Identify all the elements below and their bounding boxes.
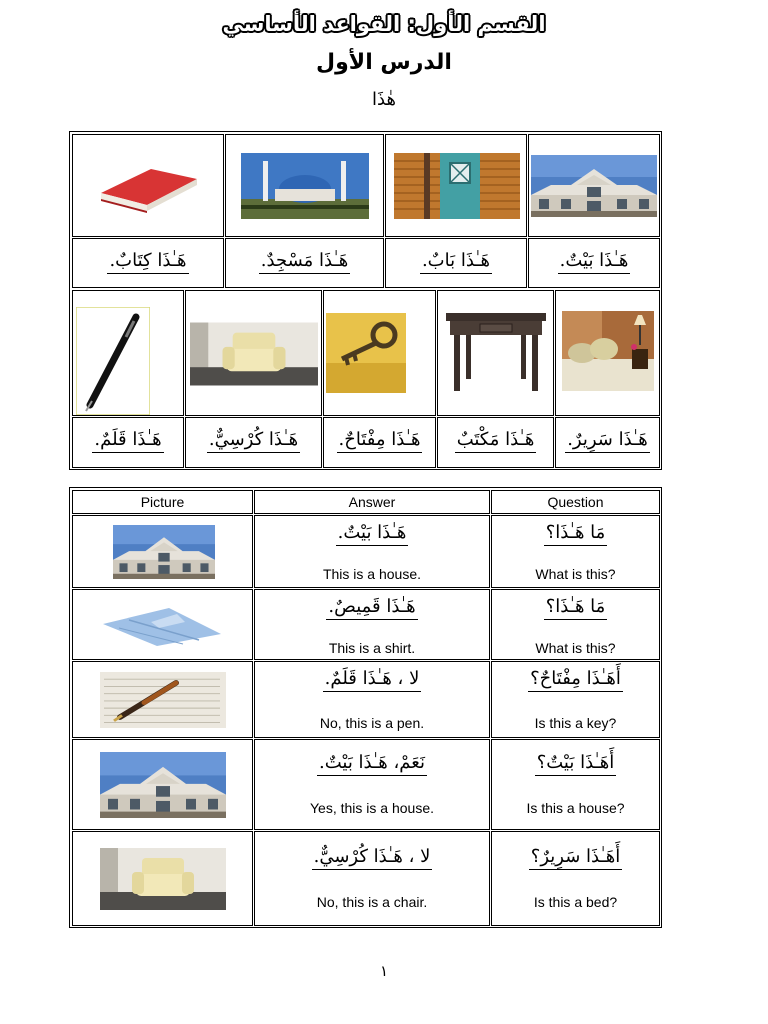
vocab-picture-cell <box>72 290 184 416</box>
vocab-label-cell <box>528 238 660 288</box>
answer-english: No, this is a chair. <box>316 894 428 910</box>
vocab-picture-cell <box>437 290 554 416</box>
key-picture <box>326 313 406 393</box>
shirt-picture <box>99 602 227 648</box>
vocab-label-cell <box>437 417 554 468</box>
answer-arabic: لا ، هَـٰذَا قَلَمٌ. <box>323 668 422 692</box>
answer-english: Yes, this is a house. <box>309 800 434 816</box>
question-arabic: أَهَـٰذَا مِفْتَاحٌ؟ <box>528 668 623 692</box>
vocab-label-cell <box>385 238 527 288</box>
qa-picture-cell <box>72 515 253 588</box>
topic-heading: هٰذَا <box>372 89 396 110</box>
mosque-picture <box>241 153 369 219</box>
qa-picture-cell <box>72 589 253 660</box>
house-picture <box>531 155 657 217</box>
qa-question-cell <box>491 515 660 588</box>
vocab-picture-cell <box>185 290 322 416</box>
column-header-question: Question <box>491 490 660 514</box>
question-answer-table <box>69 487 662 928</box>
vocab-label-cell <box>225 238 384 288</box>
vocab-label: هَـٰذَا مَسْجِدٌ. <box>259 250 350 274</box>
answer-arabic: هَـٰذَا بَيْتٌ. <box>336 522 409 546</box>
vocab-label-cell <box>323 417 436 468</box>
question-arabic: أَهَـٰذَا سَرِيرٌ؟ <box>529 846 622 870</box>
vocab-label: هَـٰذَا سَرِيرٌ. <box>565 429 650 453</box>
vocab-label: هَـٰذَا بَيْتٌ. <box>558 250 631 274</box>
vocab-picture-cell <box>72 134 224 237</box>
armchair-picture <box>100 848 226 910</box>
vocab-picture-cell <box>385 134 527 237</box>
answer-arabic: هَـٰذَا قَمِيصٌ. <box>326 596 417 620</box>
vocab-label-cell <box>72 417 184 468</box>
qa-question-cell <box>491 589 660 660</box>
page-number: ١ <box>379 962 389 980</box>
vocab-picture-cell <box>528 134 660 237</box>
vocabulary-table <box>69 131 662 470</box>
vocab-label: هَـٰذَا كُرْسِيٌّ. <box>207 429 300 453</box>
qa-answer-cell <box>254 831 490 926</box>
vocab-picture-cell <box>323 290 436 416</box>
question-english: Is this a house? <box>526 800 625 816</box>
qa-picture-cell <box>72 661 253 738</box>
book-picture <box>93 157 203 217</box>
qa-picture-cell <box>72 739 253 830</box>
qa-picture-cell <box>72 831 253 926</box>
qa-answer-cell <box>254 739 490 830</box>
vocab-label-cell <box>555 417 660 468</box>
vocab-label: هَـٰذَا بَابٌ. <box>420 250 492 274</box>
qa-answer-cell <box>254 515 490 588</box>
vocab-label: هَـٰذَا مَكْتَبٌ <box>455 429 537 453</box>
vocab-label: هَـٰذَا مِفْتَاحٌ. <box>337 429 423 453</box>
question-english: Is this a key? <box>534 715 617 731</box>
desk-picture <box>444 309 548 393</box>
qa-question-cell <box>491 831 660 926</box>
pen-picture <box>100 672 226 728</box>
question-arabic: مَا هَـٰذَا؟ <box>544 522 608 546</box>
answer-arabic: نَعَمْ، هَـٰذَا بَيْتٌ. <box>317 752 427 776</box>
answer-english: This is a shirt. <box>328 640 416 656</box>
vocab-label: هَـٰذَا كِتَابٌ. <box>107 250 188 274</box>
answer-english: This is a house. <box>322 566 422 582</box>
vocab-label: هَـٰذَا قَلَمٌ. <box>92 429 163 453</box>
column-header-picture: Picture <box>72 490 253 514</box>
qa-question-cell <box>491 739 660 830</box>
vocab-label-cell <box>72 238 224 288</box>
vocab-picture-cell <box>225 134 384 237</box>
vocab-label-cell <box>185 417 322 468</box>
question-english: What is this? <box>535 566 616 582</box>
question-english: Is this a bed? <box>533 894 618 910</box>
answer-english: No, this is a pen. <box>319 715 425 731</box>
door-picture <box>394 153 520 219</box>
lesson-title: الدرس الأول <box>316 50 452 75</box>
qa-answer-cell <box>254 661 490 738</box>
qa-answer-cell <box>254 589 490 660</box>
vocab-picture-cell <box>555 290 660 416</box>
pen-picture <box>76 307 150 415</box>
house-picture <box>100 752 226 818</box>
section-title: القسم الأول: القواعد الأساسي <box>222 12 546 36</box>
armchair-picture <box>190 315 318 393</box>
question-arabic: أَهَـٰذَا بَيْتٌ؟ <box>535 752 617 776</box>
column-header-answer: Answer <box>254 490 490 514</box>
bed-picture <box>562 311 654 391</box>
question-arabic: مَا هَـٰذَا؟ <box>544 596 608 620</box>
house-picture <box>113 525 215 579</box>
qa-question-cell <box>491 661 660 738</box>
answer-arabic: لا ، هَـٰذَا كُرْسِيٌّ. <box>312 846 433 870</box>
question-english: What is this? <box>535 640 616 656</box>
